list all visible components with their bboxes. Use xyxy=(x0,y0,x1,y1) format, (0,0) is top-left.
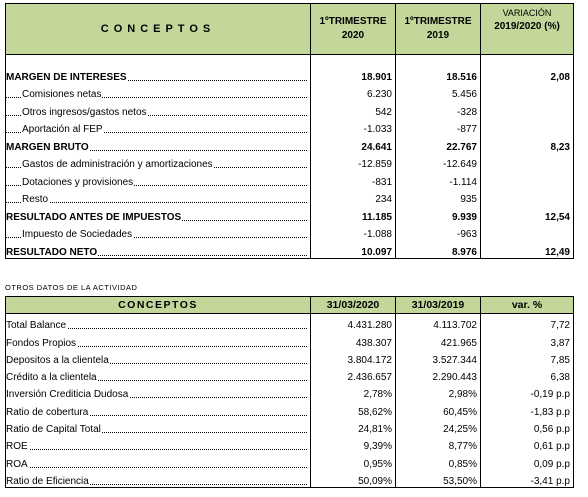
activity-row xyxy=(6,470,574,488)
value-2019: 935 xyxy=(396,188,481,206)
value-2020: 2,78% xyxy=(311,383,396,400)
activity-row xyxy=(6,314,574,332)
value-2020: -1.088 xyxy=(311,223,396,241)
activity-row xyxy=(6,366,574,383)
activity-row xyxy=(6,383,574,400)
var-pct-value: -1,83 p.p xyxy=(481,400,574,417)
var-pct-value: 7,85 xyxy=(481,349,574,366)
activity-row xyxy=(6,400,574,417)
value-2019: -12.649 xyxy=(396,153,481,171)
row-label: MARGEN DE INTERESES xyxy=(6,65,311,83)
var-pct-value: 0,09 p.p xyxy=(481,452,574,469)
results-row xyxy=(6,65,574,83)
activity-concepts-header: CONCEPTOS xyxy=(6,297,311,314)
row-label: Total Balance xyxy=(6,314,311,332)
row-label: Comisiones netas xyxy=(6,83,311,101)
row-label: ROA xyxy=(6,452,311,469)
value-2019: 3.527.344 xyxy=(396,349,481,366)
value-2020: 9,39% xyxy=(311,435,396,452)
row-label: Ratio de cobertura xyxy=(6,400,311,417)
value-2020: 0,95% xyxy=(311,452,396,469)
variation-value: 8,23 xyxy=(481,135,574,153)
results-row xyxy=(6,83,574,101)
var-pct-value: 7,72 xyxy=(481,314,574,332)
results-row xyxy=(6,100,574,118)
activity-row xyxy=(6,452,574,469)
var-pct-value: 6,38 xyxy=(481,366,574,383)
value-2020: 11.185 xyxy=(311,205,396,223)
var-pct-header: var. % xyxy=(481,297,574,314)
value-2019: 8.976 xyxy=(396,240,481,258)
variation-value xyxy=(481,153,574,171)
variation-value xyxy=(481,83,574,101)
value-2019: 60,45% xyxy=(396,400,481,417)
row-label: RESULTADO NETO xyxy=(6,240,311,258)
q1-2020-header: 1ºTRIMESTRE 2020 xyxy=(311,4,396,55)
value-2019: -328 xyxy=(396,100,481,118)
activity-row xyxy=(6,349,574,366)
dot-leader xyxy=(6,467,307,468)
var-pct-value: -3,41 p.p xyxy=(481,470,574,488)
value-2020: 542 xyxy=(311,100,396,118)
value-2019: 22.767 xyxy=(396,135,481,153)
row-label: Resto xyxy=(6,188,311,206)
dot-leader xyxy=(6,202,307,203)
value-2020: 438.307 xyxy=(311,331,396,348)
q1-2019-header: 1ºTRIMESTRE 2019 xyxy=(396,4,481,55)
row-label: Ratio de Capital Total xyxy=(6,418,311,435)
row-label: Fondos Propios xyxy=(6,331,311,348)
value-2020: 58,62% xyxy=(311,400,396,417)
value-2020: 2.436.657 xyxy=(311,366,396,383)
value-2019: -963 xyxy=(396,223,481,241)
value-2020: 3.804.172 xyxy=(311,349,396,366)
value-2020: 10.097 xyxy=(311,240,396,258)
dot-leader xyxy=(6,449,307,450)
value-2020: 6.230 xyxy=(311,83,396,101)
value-2020: -1.033 xyxy=(311,118,396,136)
variation-value xyxy=(481,170,574,188)
value-2019: 8,77% xyxy=(396,435,481,452)
activity-row xyxy=(6,435,574,452)
activity-row xyxy=(6,418,574,435)
variation-header: VARIACIÓN 2019/2020 (%) xyxy=(481,4,574,55)
variation-value xyxy=(481,100,574,118)
activity-row xyxy=(6,331,574,348)
row-label: Otros ingresos/gastos netos xyxy=(6,100,311,118)
row-label: Dotaciones y provisiones xyxy=(6,170,311,188)
results-table xyxy=(5,3,574,259)
row-label: Depositos a la clientela xyxy=(6,349,311,366)
concepts-header: CONCEPTOS xyxy=(6,4,311,55)
row-label: Aportación al FEP xyxy=(6,118,311,136)
value-2019: 18.516 xyxy=(396,65,481,83)
value-2019: 9.939 xyxy=(396,205,481,223)
value-2020: 234 xyxy=(311,188,396,206)
results-row xyxy=(6,223,574,241)
value-2020: 4.431.280 xyxy=(311,314,396,332)
value-2019: 421.965 xyxy=(396,331,481,348)
variation-value xyxy=(481,188,574,206)
row-label: Impuesto de Sociedades xyxy=(6,223,311,241)
value-2020: 18.901 xyxy=(311,65,396,83)
variation-value: 12,54 xyxy=(481,205,574,223)
row-label: RESULTADO ANTES DE IMPUESTOS xyxy=(6,205,311,223)
variation-value: 12,49 xyxy=(481,240,574,258)
value-2019: 2,98% xyxy=(396,383,481,400)
results-row xyxy=(6,205,574,223)
value-2020: 24,81% xyxy=(311,418,396,435)
value-2019: 5.456 xyxy=(396,83,481,101)
date-2020-header: 31/03/2020 xyxy=(311,297,396,314)
value-2020: 24.641 xyxy=(311,135,396,153)
spacer-row xyxy=(6,55,574,66)
value-2019: -877 xyxy=(396,118,481,136)
var-pct-value: -0,19 p.p xyxy=(481,383,574,400)
results-row xyxy=(6,240,574,258)
var-pct-value: 0,61 p.p xyxy=(481,435,574,452)
activity-header-row xyxy=(6,297,574,314)
row-label: Ratio de Eficiencia xyxy=(6,470,311,488)
results-row xyxy=(6,118,574,136)
section-title: OTROS DATOS DE LA ACTIVIDAD xyxy=(5,283,138,292)
results-header-row xyxy=(6,4,574,55)
row-label: ROE xyxy=(6,435,311,452)
value-2019: 53,50% xyxy=(396,470,481,488)
row-label: Gastos de administración y amortizaciones xyxy=(6,153,311,171)
value-2019: 2.290.443 xyxy=(396,366,481,383)
value-2019: 0,85% xyxy=(396,452,481,469)
row-label: Inversión Crediticia Dudosa xyxy=(6,383,311,400)
variation-value xyxy=(481,118,574,136)
value-2019: -1.114 xyxy=(396,170,481,188)
activity-table xyxy=(5,296,574,488)
row-label: Crédito a la clientela xyxy=(6,366,311,383)
results-row xyxy=(6,170,574,188)
variation-value: 2,08 xyxy=(481,65,574,83)
row-label: MARGEN BRUTO xyxy=(6,135,311,153)
results-row xyxy=(6,188,574,206)
value-2019: 4.113.702 xyxy=(396,314,481,332)
results-row xyxy=(6,153,574,171)
value-2019: 24,25% xyxy=(396,418,481,435)
value-2020: -12.859 xyxy=(311,153,396,171)
var-pct-value: 0,56 p.p xyxy=(481,418,574,435)
variation-value xyxy=(481,223,574,241)
var-pct-value: 3,87 xyxy=(481,331,574,348)
value-2020: 50,09% xyxy=(311,470,396,488)
results-row xyxy=(6,135,574,153)
value-2020: -831 xyxy=(311,170,396,188)
date-2019-header: 31/03/2019 xyxy=(396,297,481,314)
